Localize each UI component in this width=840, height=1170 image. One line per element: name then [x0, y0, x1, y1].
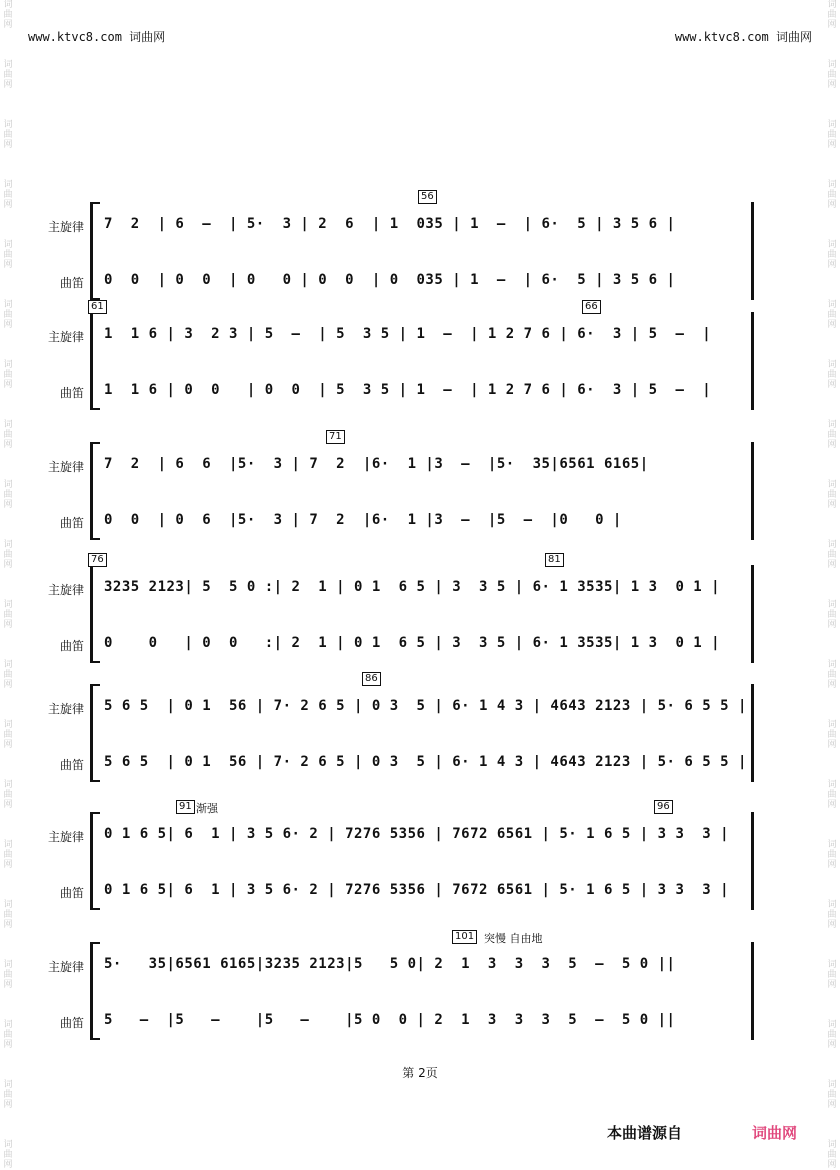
watermark: 词 曲 网 — [827, 600, 837, 630]
watermark: 词 曲 网 — [827, 960, 837, 990]
system-bracket — [90, 312, 97, 410]
watermark: 词 曲 网 — [827, 120, 837, 150]
watermark: 词 曲 网 — [827, 240, 837, 270]
flute-line: 5 – |5 – |5 – |5 0 0 | 2 1 3 3 3 5 – 5 0 || — [104, 1012, 676, 1028]
part-label-melody: 主旋律 — [47, 960, 84, 974]
watermark: 词 曲 网 — [3, 900, 13, 930]
footer-source: 本曲谱源自 — [607, 1124, 683, 1142]
system-end-bar — [751, 565, 756, 663]
rehearsal-mark: 76 — [88, 553, 107, 567]
system-end-bar — [751, 812, 756, 910]
melody-line: 7 2 | 6 6 |5· 3 | 7 2 |6· 1 |3 – |5· 35|6561 6165| — [104, 456, 649, 472]
watermark: 词 曲 网 — [827, 480, 837, 510]
watermark: 词 曲 网 — [827, 300, 837, 330]
watermark: 词 曲 网 — [827, 1080, 837, 1110]
watermark: 词 曲 网 — [827, 0, 837, 30]
part-label-melody: 主旋律 — [47, 460, 84, 474]
watermark: 词 曲 网 — [3, 1140, 13, 1170]
rehearsal-mark: 96 — [654, 800, 673, 814]
watermark: 词 曲 网 — [827, 60, 837, 90]
watermark: 词 曲 网 — [3, 180, 13, 210]
part-label-flute: 曲笛 — [59, 276, 84, 290]
system-bracket — [90, 812, 97, 910]
system-end-bar — [751, 684, 756, 782]
rehearsal-mark: 66 — [582, 300, 601, 314]
part-label-melody: 主旋律 — [47, 583, 84, 597]
watermark: 词 曲 网 — [827, 780, 837, 810]
page-number: 第 2页 — [402, 1066, 438, 1080]
part-label-flute: 曲笛 — [59, 386, 84, 400]
watermark: 词 曲 网 — [3, 720, 13, 750]
system-bracket — [90, 565, 97, 663]
system-end-bar — [751, 942, 756, 1040]
rehearsal-mark: 86 — [362, 672, 381, 686]
watermark: 词 曲 网 — [3, 300, 13, 330]
system-bracket — [90, 684, 97, 782]
melody-line: 0 1 6 5| 6 1 | 3 5 6· 2 | 7276 5356 | 7672 6561 | 5· 1 6 5 | 3 3 3 | — [104, 826, 730, 842]
part-label-flute: 曲笛 — [59, 516, 84, 530]
rehearsal-mark: 61 — [88, 300, 107, 314]
rehearsal-mark: 56 — [418, 190, 437, 204]
watermark: 词 曲 网 — [827, 720, 837, 750]
flute-line: 0 0 | 0 0 :| 2 1 | 0 1 6 5 | 3 3 5 | 6· 1 3535| 1 3 0 1 | — [104, 635, 721, 651]
rehearsal-mark: 101 — [452, 930, 477, 944]
flute-line: 0 0 | 0 0 | 0 0 | 0 0 | 0 035 | 1 – | 6· 5 | 3 5 6 | — [104, 272, 676, 288]
part-label-melody: 主旋律 — [47, 702, 84, 716]
watermark: 词 曲 网 — [3, 1020, 13, 1050]
melody-line: 5· 35|6561 6165|3235 2123|5 5 0| 2 1 3 3 3 5 – 5 0 || — [104, 956, 676, 972]
watermark: 词 曲 网 — [3, 480, 13, 510]
flute-line: 5 6 5 | 0 1 56 | 7· 2 6 5 | 0 3 5 | 6· 1 4 3 | 4643 2123 | 5· 6 5 5 | — [104, 754, 747, 770]
watermark: 词 曲 网 — [3, 660, 13, 690]
watermark: 词 曲 网 — [3, 1080, 13, 1110]
watermark: 词 曲 网 — [827, 840, 837, 870]
header-left: www.ktvc8.com 词曲网 — [28, 30, 166, 44]
system-bracket — [90, 442, 97, 540]
watermark: 词 曲 网 — [827, 1020, 837, 1050]
flute-line: 0 0 | 0 6 |5· 3 | 7 2 |6· 1 |3 – |5 – |0 0 | — [104, 512, 622, 528]
melody-line: 5 6 5 | 0 1 56 | 7· 2 6 5 | 0 3 5 | 6· 1 4 3 | 4643 2123 | 5· 6 5 5 | — [104, 698, 747, 714]
watermark: 词 曲 网 — [827, 1140, 837, 1170]
watermark: 词 曲 网 — [827, 540, 837, 570]
performance-direction: 渐强 — [196, 802, 218, 815]
system-end-bar — [751, 442, 756, 540]
part-label-flute: 曲笛 — [59, 639, 84, 653]
part-label-flute: 曲笛 — [59, 886, 84, 900]
watermark: 词 曲 网 — [827, 360, 837, 390]
watermark: 词 曲 网 — [827, 660, 837, 690]
header-right: www.ktvc8.com 词曲网 — [674, 30, 812, 44]
system-end-bar — [751, 312, 756, 410]
flute-line: 1 1 6 | 0 0 | 0 0 | 5 3 5 | 1 – | 1 2 7 6 | 6· 3 | 5 – | — [104, 382, 712, 398]
part-label-melody: 主旋律 — [47, 220, 84, 234]
watermark: 词 曲 网 — [3, 600, 13, 630]
system-end-bar — [751, 202, 756, 300]
melody-line: 7 2 | 6 – | 5· 3 | 2 6 | 1 035 | 1 – | 6· 5 | 3 5 6 | — [104, 216, 676, 232]
part-label-melody: 主旋律 — [47, 330, 84, 344]
watermark: 词 曲 网 — [827, 420, 837, 450]
system-bracket — [90, 202, 97, 300]
melody-line: 1 1 6 | 3 2 3 | 5 – | 5 3 5 | 1 – | 1 2 7 6 | 6· 3 | 5 – | — [104, 326, 712, 342]
flute-line: 0 1 6 5| 6 1 | 3 5 6· 2 | 7276 5356 | 7672 6561 | 5· 1 6 5 | 3 3 3 | — [104, 882, 730, 898]
watermark: 词 曲 网 — [3, 60, 13, 90]
rehearsal-mark: 81 — [545, 553, 564, 567]
watermark: 词 曲 网 — [3, 0, 13, 30]
watermark: 词 曲 网 — [3, 780, 13, 810]
watermark: 词 曲 网 — [3, 240, 13, 270]
watermark: 词 曲 网 — [3, 960, 13, 990]
watermark: 词 曲 网 — [827, 180, 837, 210]
rehearsal-mark: 91 — [176, 800, 195, 814]
rehearsal-mark: 71 — [326, 430, 345, 444]
part-label-melody: 主旋律 — [47, 830, 84, 844]
watermark: 词 曲 网 — [3, 840, 13, 870]
performance-direction: 突慢 自由地 — [484, 932, 543, 945]
part-label-flute: 曲笛 — [59, 758, 84, 772]
watermark: 词 曲 网 — [3, 420, 13, 450]
watermark: 词 曲 网 — [3, 120, 13, 150]
footer-logo[interactable]: 词曲网 — [752, 1124, 798, 1142]
melody-line: 3235 2123| 5 5 0 :| 2 1 | 0 1 6 5 | 3 3 5 | 6· 1 3535| 1 3 0 1 | — [104, 579, 721, 595]
watermark: 词 曲 网 — [827, 900, 837, 930]
watermark: 词 曲 网 — [3, 360, 13, 390]
system-bracket — [90, 942, 97, 1040]
part-label-flute: 曲笛 — [59, 1016, 84, 1030]
watermark: 词 曲 网 — [3, 540, 13, 570]
